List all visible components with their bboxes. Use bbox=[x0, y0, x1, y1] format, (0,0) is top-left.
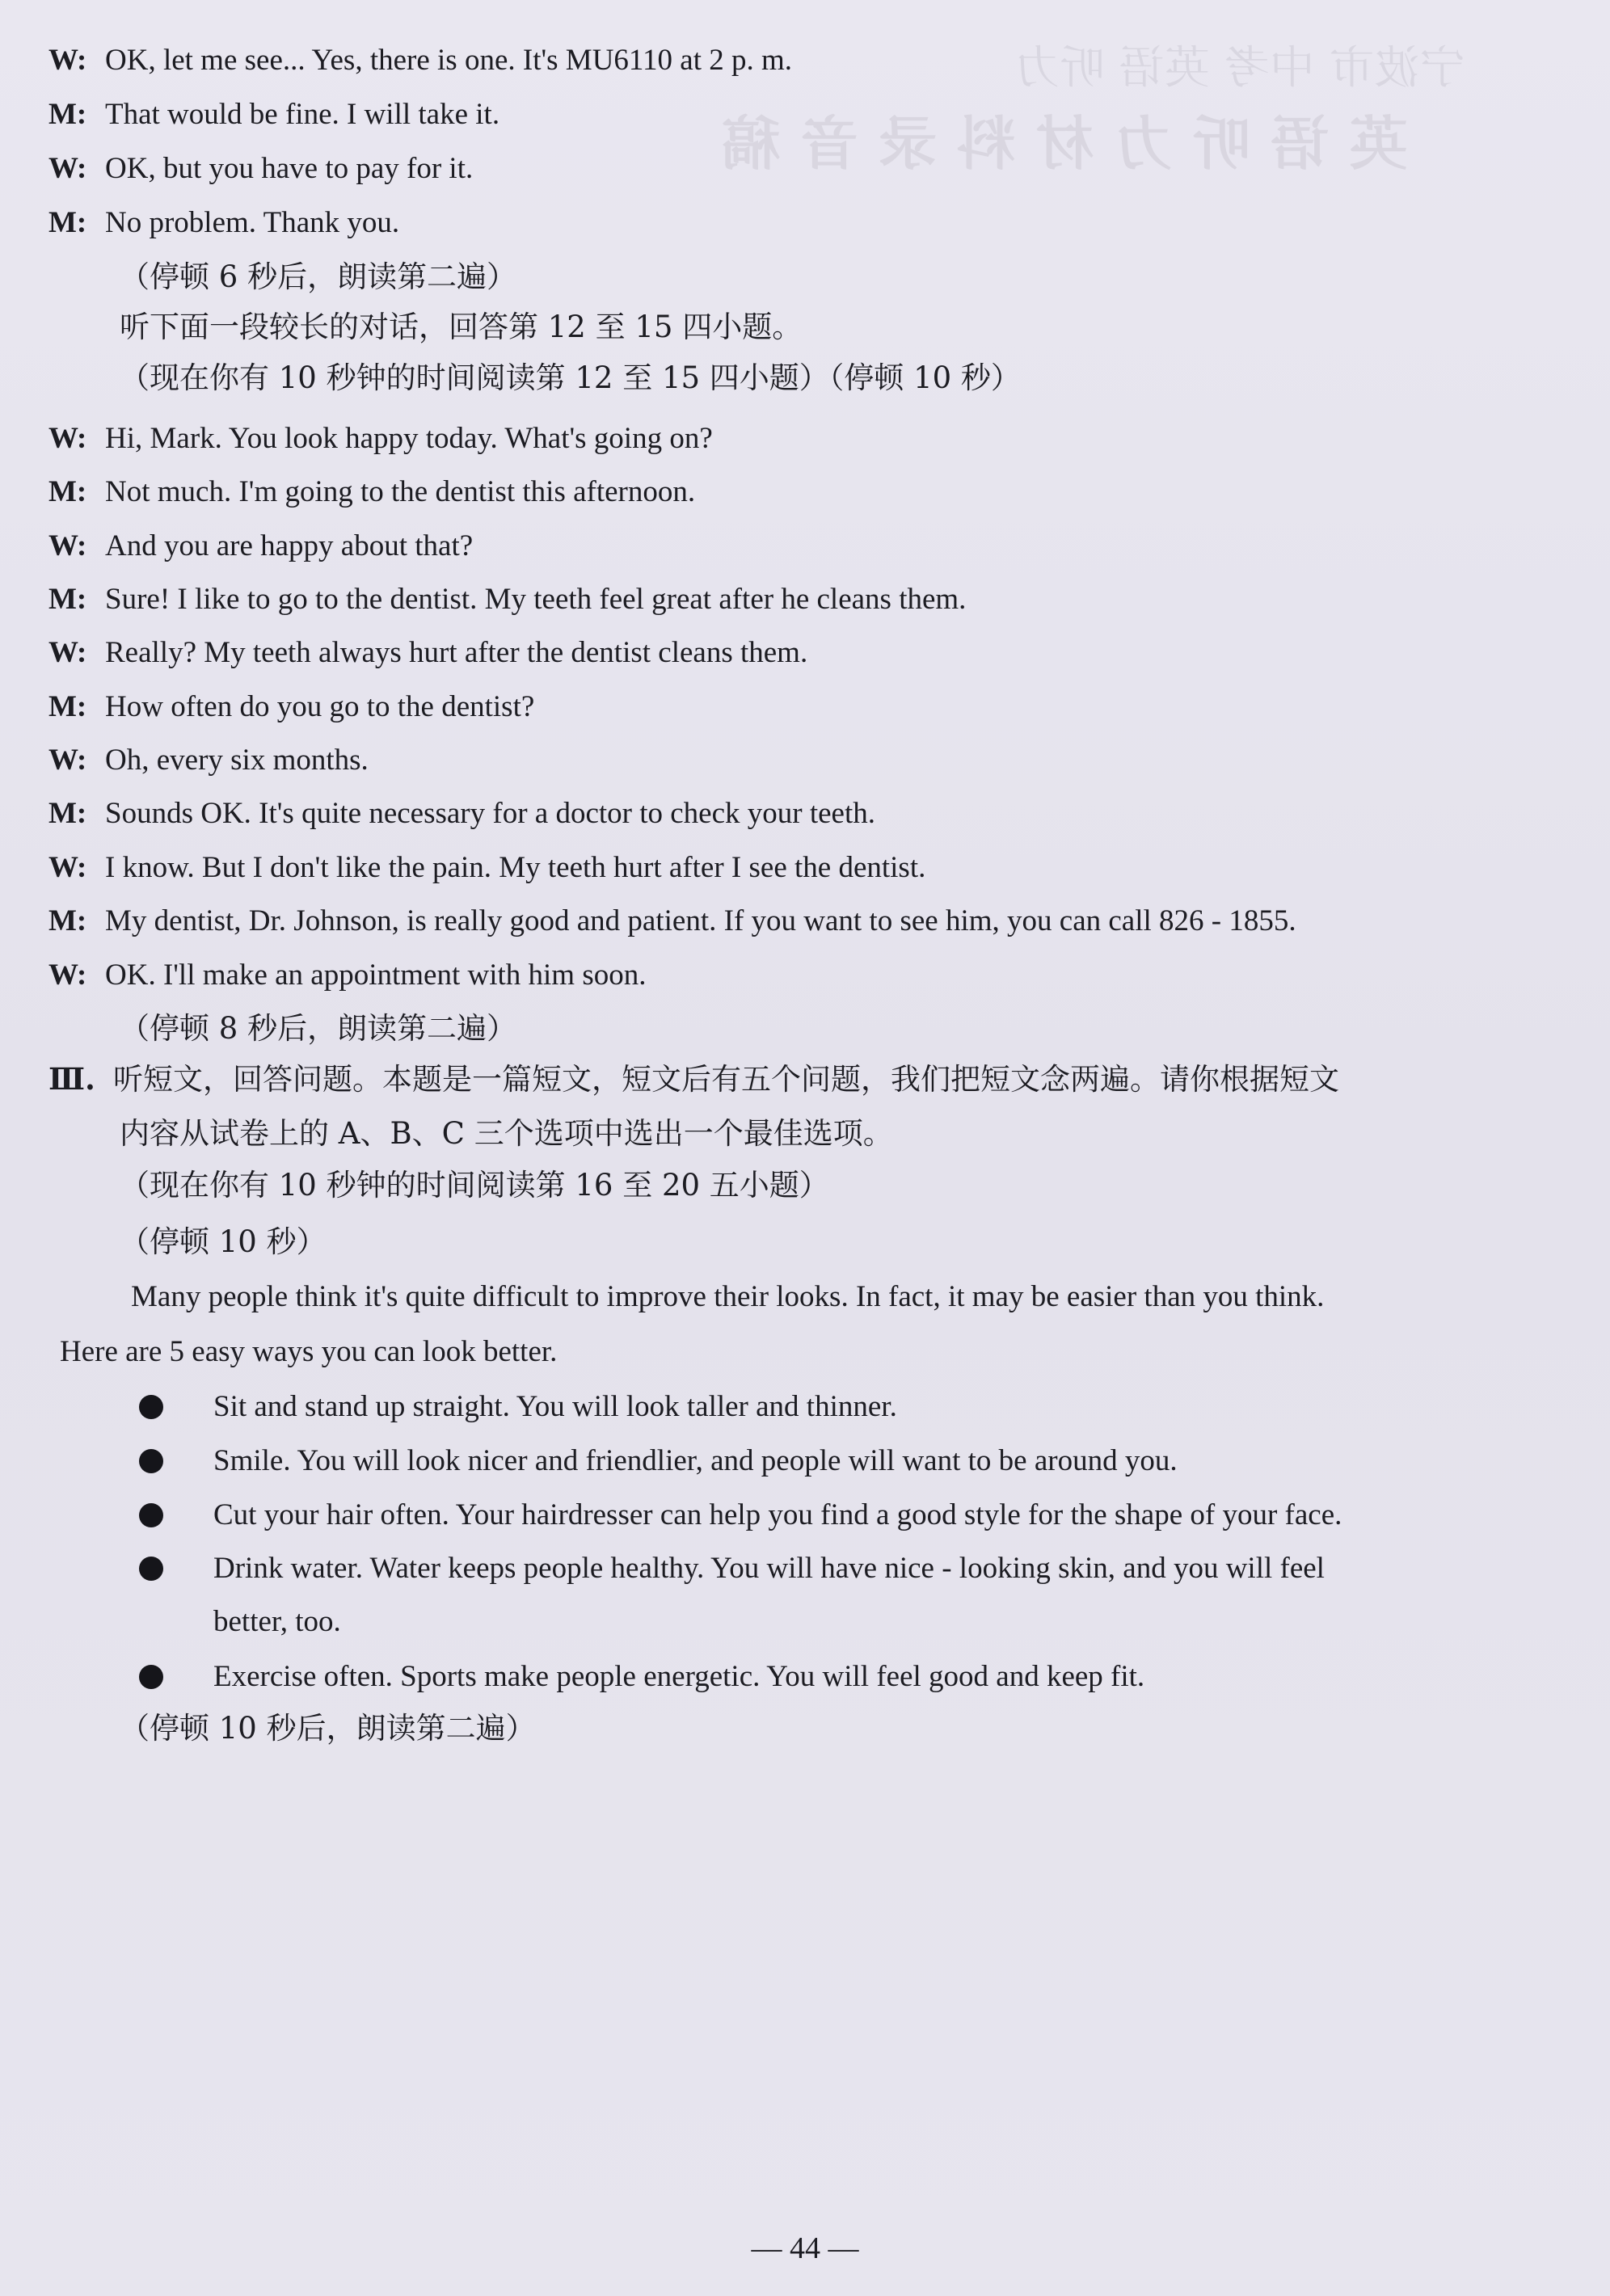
dialogue-line bbox=[48, 633, 807, 673]
dialogue-text: How often do you go to the dentist? bbox=[105, 690, 535, 723]
speaker-label: M: bbox=[48, 98, 87, 131]
dialogue-text: Sounds OK. It's quite necessary for a doctor to check your teeth. bbox=[105, 797, 875, 830]
dialogue-text: I know. But I don't like the pain. My teeth hurt after I see the dentist. bbox=[105, 851, 926, 884]
bullet-text: Cut your hair often. Your hairdresser can help you find a good style for the shape of your face. bbox=[213, 1498, 1342, 1531]
speaker-label: W: bbox=[48, 958, 87, 992]
section-number: Ⅲ. bbox=[48, 1061, 95, 1097]
dialogue-line bbox=[48, 687, 534, 727]
dialogue-line bbox=[48, 740, 369, 781]
instruction-text: （停顿 6 秒后，朗读第二遍） bbox=[120, 259, 517, 294]
instruction-text: （现在你有 10 秒钟的时间阅读第 12 至 15 四小题）（停顿 10 秒） bbox=[120, 360, 1021, 395]
speaker-label: W: bbox=[48, 44, 87, 77]
bullet-icon bbox=[139, 1449, 163, 1473]
section-instruction: （停顿 10 秒） bbox=[120, 1224, 327, 1259]
dialogue-text: Really? My teeth always hurt after the dentist cleans them. bbox=[105, 636, 808, 669]
bullet-text: Drink water. Water keeps people healthy. You will have nice - looking skin, and you will feel bbox=[213, 1552, 1325, 1585]
instruction-text: （停顿 8 秒后，朗读第二遍） bbox=[120, 1011, 517, 1046]
dialogue-line bbox=[48, 419, 713, 459]
bullet-icon bbox=[139, 1395, 163, 1419]
dialogue-line bbox=[48, 526, 473, 567]
dialogue-text: Oh, every six months. bbox=[105, 744, 369, 777]
speaker-label: M: bbox=[48, 690, 87, 723]
dialogue-line bbox=[48, 203, 399, 243]
section-heading bbox=[48, 1059, 1339, 1100]
dialogue-line bbox=[48, 901, 1296, 942]
speaker-label: M: bbox=[48, 206, 87, 239]
speaker-label: M: bbox=[48, 583, 87, 616]
bleed-through-title: 宁波市 中考 英语 听力 bbox=[1014, 42, 1465, 95]
speaker-label: M: bbox=[48, 475, 87, 508]
passage-paragraph: Here are 5 easy ways you can look better. bbox=[60, 1335, 558, 1368]
speaker-label: M: bbox=[48, 797, 87, 830]
dialogue-text: Sure! I like to go to the dentist. My teeth feel great after he cleans them. bbox=[105, 583, 967, 616]
dialogue-line bbox=[48, 40, 792, 81]
speaker-label: W: bbox=[48, 422, 87, 455]
bullet-icon bbox=[139, 1503, 163, 1527]
section-instruction: 听短文，回答问题。本题是一篇短文，短文后有五个问题，我们把短文念两遍。请你根据短文 bbox=[113, 1062, 1339, 1097]
bullet-icon bbox=[139, 1665, 163, 1689]
speaker-label: W: bbox=[48, 851, 87, 884]
dialogue-text: OK, but you have to pay for it. bbox=[105, 152, 474, 185]
bullet-text-continued: better, too. bbox=[213, 1605, 341, 1638]
bullet-text: Sit and stand up straight. You will look taller and thinner. bbox=[213, 1390, 897, 1423]
speaker-label: M: bbox=[48, 904, 87, 937]
dialogue-text: Hi, Mark. You look happy today. What's going on? bbox=[105, 422, 713, 455]
bullet-text: Smile. You will look nicer and friendlier, and people will want to be around you. bbox=[213, 1444, 1178, 1477]
passage-paragraph: Many people think it's quite difficult to improve their looks. In fact, it may be easier than you think. bbox=[131, 1280, 1325, 1313]
bullet-icon bbox=[139, 1557, 163, 1581]
speaker-label: W: bbox=[48, 636, 87, 669]
dialogue-text: OK. I'll make an appointment with him soon. bbox=[105, 958, 647, 992]
dialogue-text: OK, let me see... Yes, there is one. It's MU6110 at 2 p. m. bbox=[105, 44, 793, 77]
dialogue-text: My dentist, Dr. Johnson, is really good and patient. If you want to see him, you can call 826 - 1855. bbox=[105, 904, 1296, 937]
dialogue-text: And you are happy about that? bbox=[105, 529, 474, 562]
page-number: — 44 — bbox=[751, 2231, 859, 2265]
speaker-label: W: bbox=[48, 744, 87, 777]
section-instruction: 内容从试卷上的 A、B、C 三个选项中选出一个最佳选项。 bbox=[120, 1116, 893, 1151]
dialogue-line bbox=[48, 149, 473, 189]
dialogue-text: No problem. Thank you. bbox=[105, 206, 400, 239]
instruction-text: 听下面一段较长的对话，回答第 12 至 15 四小题。 bbox=[120, 310, 803, 344]
instruction-text: （停顿 10 秒后，朗读第二遍） bbox=[120, 1711, 536, 1746]
dialogue-line bbox=[48, 794, 875, 834]
speaker-label: W: bbox=[48, 152, 87, 185]
bullet-text: Exercise often. Sports make people energetic. You will feel good and keep fit. bbox=[213, 1660, 1145, 1693]
dialogue-line bbox=[48, 955, 647, 996]
dialogue-line bbox=[48, 579, 966, 620]
dialogue-line bbox=[48, 95, 499, 135]
dialogue-line bbox=[48, 472, 695, 512]
bleed-through-title: 英 语 听 力 材 料 录 音 稿 bbox=[722, 109, 1408, 178]
dialogue-text: Not much. I'm going to the dentist this afternoon. bbox=[105, 475, 696, 508]
speaker-label: W: bbox=[48, 529, 87, 562]
dialogue-text: That would be fine. I will take it. bbox=[105, 98, 500, 131]
section-instruction: （现在你有 10 秒钟的时间阅读第 16 至 20 五小题） bbox=[120, 1168, 829, 1203]
dialogue-line bbox=[48, 848, 925, 888]
